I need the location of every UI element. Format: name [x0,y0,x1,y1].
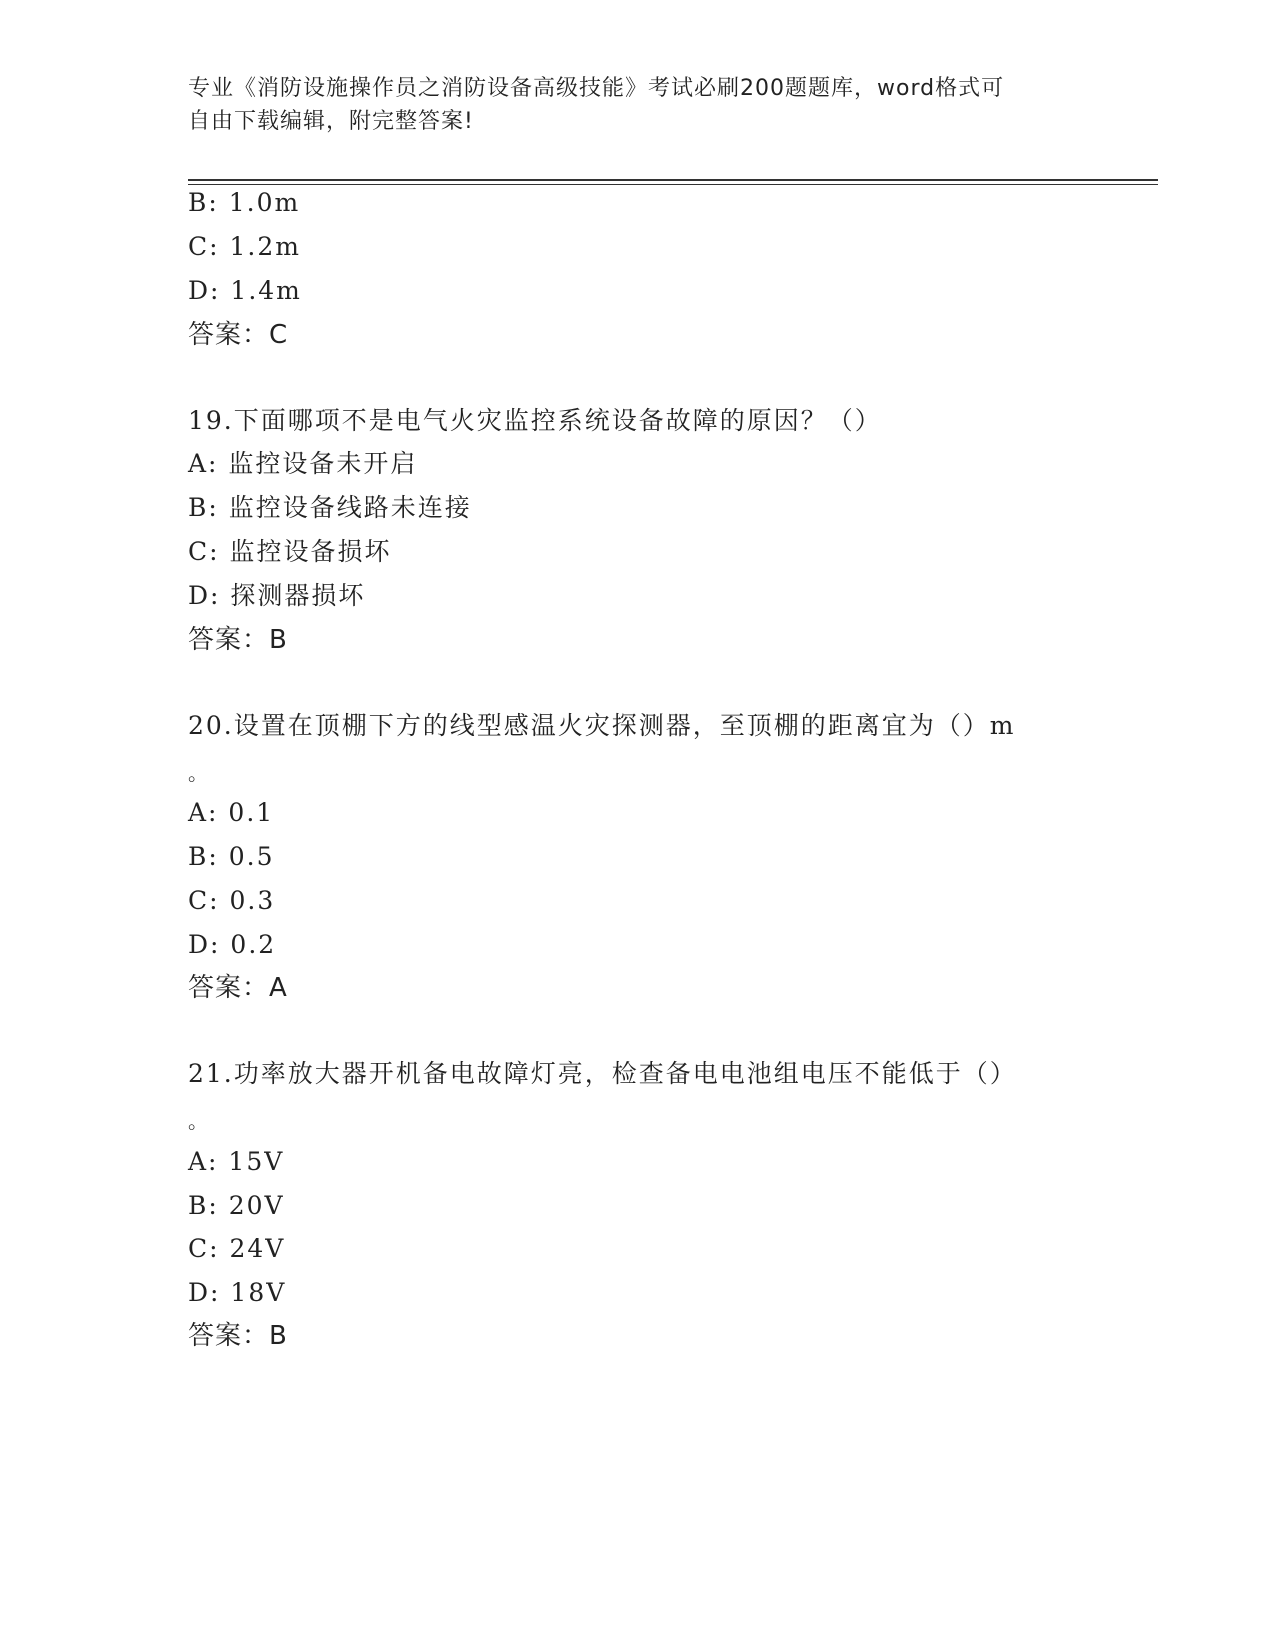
question-20-answer: 答案：A [188,973,288,1003]
question-20-stem-tail: 。 [188,761,210,785]
question-21-option-c: C: 24V [188,1234,286,1263]
question-19-stem: 19.下面哪项不是电气火灾监控系统设备故障的原因？（） [188,406,882,435]
question-20-option-a: A: 0.1 [188,798,275,827]
question-20-stem: 20.设置在顶棚下方的线型感温火灾探测器，至顶棚的距离宜为（）m [188,711,1016,740]
document-header [188,72,1068,138]
question-19-option-b: B: 监控设备线路未连接 [188,493,472,522]
question-21-option-b: B: 20V [188,1191,285,1220]
header-divider [188,179,1158,185]
carryover-answer: 答案：C [188,320,289,350]
carryover-option-d: D: 1.4m [188,276,302,305]
question-21-option-d: D: 18V [188,1278,287,1307]
question-19-option-a: A: 监控设备未开启 [188,449,418,478]
carryover-option-b: B: 1.0m [188,188,301,217]
question-21-answer: 答案：B [188,1321,288,1351]
header-title-line-2: 自由下载编辑，附完整答案! [188,109,474,134]
question-19-answer: 答案：B [188,625,288,655]
header-title-line-1: 专业《消防设施操作员之消防设备高级技能》考试必刷200题题库，word格式可 [188,76,1005,101]
question-20-option-b: B: 0.5 [188,842,275,871]
question-21-option-a: A: 15V [188,1147,285,1176]
question-21-stem: 21.功率放大器开机备电故障灯亮，检查备电电池组电压不能低于（） [188,1059,1017,1088]
carryover-option-c: C: 1.2m [188,232,301,261]
question-21-stem-tail: 。 [188,1109,210,1133]
question-20-option-d: D: 0.2 [188,930,277,959]
question-20-option-c: C: 0.3 [188,886,276,915]
question-19-option-d: D: 探测器损坏 [188,581,366,610]
question-19-option-c: C: 监控设备损坏 [188,537,392,566]
